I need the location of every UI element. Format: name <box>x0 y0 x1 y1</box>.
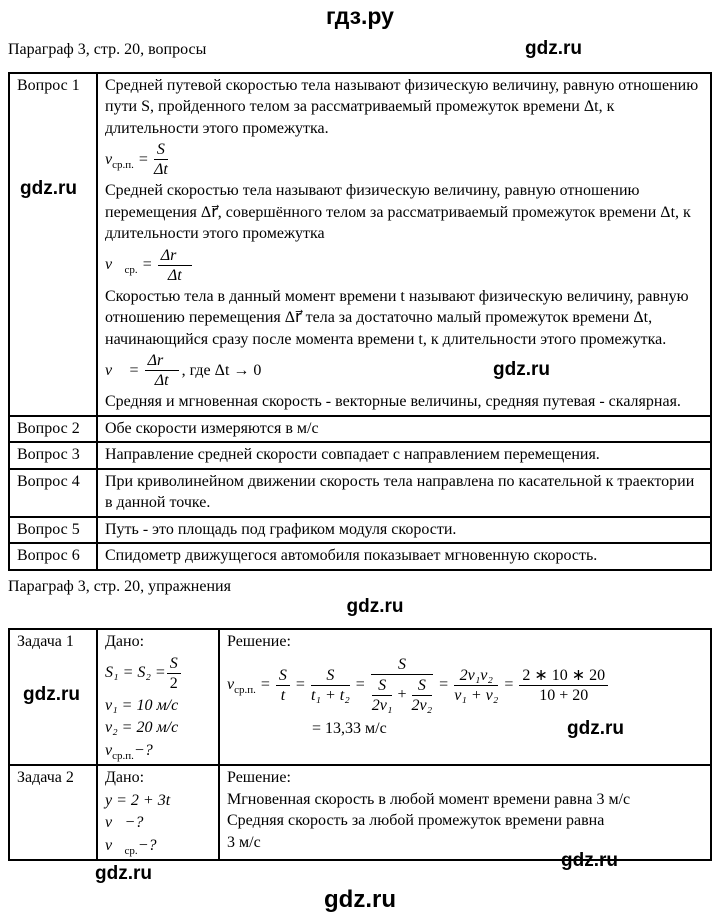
table-row <box>9 765 711 860</box>
given-title: Дано: <box>105 769 145 786</box>
question-answer: При криволинейном движении скорость тела направлена по касательной к траектории в данной точке. <box>97 469 711 517</box>
answer-paragraph: Средняя и мгновенная скорость - векторные величины, средняя путевая - скалярная. <box>105 393 681 410</box>
table-row <box>9 517 711 544</box>
table-row <box>9 469 711 517</box>
watermark-gdz: gdz.ru <box>23 683 80 705</box>
question-answer: Обе скорости измеряются в м/с <box>97 416 711 443</box>
fraction: $\frac{\Delta r⃗}{\Delta t}$ <box>158 247 192 284</box>
solution-line: Средняя скорость за любой промежуток времени равна <box>227 812 605 829</box>
task-label: Задача 2 <box>9 765 97 860</box>
given-line: v₁ = 10 м/с <box>105 696 179 714</box>
question-1-answer-cell <box>97 73 711 416</box>
formula-avg-velocity: $v⃗_{ср.}$ = $\frac{\Delta r⃗}{\Delta t}$ <box>105 246 193 285</box>
given-line: $v_{ср.п.}-$? <box>105 741 153 762</box>
fraction: $\frac{\Delta r⃗}{\Delta t}$ <box>145 352 179 389</box>
answer-paragraph: Средней скоростью тела называют физическую величину, равную отношению перемещения Δr⃗, совершённого телом за рассматриваемый промежуток времени Δt, к длительности этого промежутка <box>105 182 691 242</box>
question-1-label-cell <box>9 73 97 416</box>
answer-paragraph: Скоростью тела в данный момент времени t называют физическую величину, равную отношению перемещения Δr⃗ тела за достаточно малый промежуток времени Δt, начинающийся сразу после момента времени t, к длительности этого промежутка. <box>105 287 689 348</box>
task-1-solution-cell <box>219 629 711 765</box>
watermark-gdz: gdz.ru <box>525 38 582 59</box>
fraction: $\frac{S}{\text{2v₁}}$ <box>371 676 393 714</box>
given-line: v₂ = 20 м/с <box>105 719 179 736</box>
given-line: y = 2 + 3t <box>105 791 171 809</box>
table-row <box>9 73 711 416</box>
watermark-gdz: gdz.ru <box>567 718 624 739</box>
watermark-gdz: gdz.ru <box>346 596 404 617</box>
solution-result: = 13,33 м/с <box>312 719 387 737</box>
question-label: Вопрос 5 <box>9 517 97 544</box>
question-answer: Путь - это площадь под графиком модуля скорости. <box>97 517 711 544</box>
formula-lhs: $v_{ср.п.}$ <box>105 150 134 171</box>
exercises-table <box>8 628 712 871</box>
questions-table <box>8 72 712 571</box>
fraction: $\frac{S}{\text{t₁ + t₂}}$ <box>310 666 350 704</box>
watermark-gdz: gdz.ru <box>95 863 152 884</box>
watermark-gdz: gdz.ru <box>493 359 550 380</box>
solution-line: Мгновенная скорость в любой момент времени равна 3 м/с <box>227 790 631 808</box>
formula-avg-path-speed: $v_{ср.п.}$ = $\frac{S}{\Delta t}$ <box>105 141 168 178</box>
question-label: Вопрос 2 <box>9 416 97 443</box>
table-row <box>9 416 711 443</box>
questions-section-header <box>8 39 712 61</box>
watermark-gdz: gdz.ru <box>561 850 618 871</box>
formula-instant-velocity-row <box>105 350 704 391</box>
given-line: S₁ = S₂ = $\frac{S}{2}$ <box>105 654 182 693</box>
fraction: $\frac{S}{2}$ <box>167 655 181 692</box>
task-2-given-cell <box>97 765 219 860</box>
question-label: Вопрос 6 <box>9 543 97 570</box>
fraction: $\frac{S}{\text{2v₂}}$ <box>411 676 433 714</box>
task-label: Задача 1 <box>17 633 74 650</box>
fraction: $\frac{S}{t}$ <box>276 667 290 704</box>
exercises-heading: Параграф 3, стр. 20, упражнения <box>8 577 231 595</box>
question-label: Вопрос 3 <box>9 442 97 469</box>
question-answer: Направление средней скорости совпадает с направлением перемещения. <box>97 442 711 469</box>
solution-title: Решение: <box>227 633 291 650</box>
fraction: $\frac{S}{\Delta t}$ <box>154 141 168 178</box>
task-2-solution-cell <box>219 765 711 871</box>
answer-paragraph: Средней путевой скоростью тела называют физическую величину, равную отношению пути S, пройденного телом за рассматриваемый промежуток времени Δt, к длительности этого промежутка. <box>105 76 699 137</box>
task-1-label-cell <box>9 629 97 765</box>
question-answer: Спидометр движущегося автомобиля показывает мгновенную скорость. <box>97 543 711 570</box>
formula-instant-velocity: v⃗ = $\frac{\Delta r⃗}{\Delta t}$ , где Δt → 0 <box>105 352 262 389</box>
fraction-nested: S $\frac{S}{\text{2v₁}}$ + $\frac{S}{\text{2v₂}}$ <box>371 655 433 714</box>
fraction: $\frac{2 ∗ 10 ∗ 20}{10 + 20}$ <box>519 667 608 704</box>
given-line: $v⃗_{ср.}-$? <box>105 836 157 857</box>
question-label: Вопрос 1 <box>17 76 80 94</box>
denominator-sum: $\frac{S}{\text{2v₁}}$ + $\frac{S}{\text{2v₂}}$ <box>371 676 433 714</box>
solution-formula-chain: $v_{ср.п.}$ = $\frac{S}{t}$ = $\frac{S}{\text{t₁ + t₂}}$ = S $\frac{S}{\text{2v₁}}$ + $\frac{S}{\text{2v₂}}$ = $\frac{\text{2v₁v₂}}{\text{v₁ + v₂}}$ = $\frac{2 ∗ 10 ∗ 20}{10 + 20}$ <box>227 655 704 716</box>
given-line: v⃗−? <box>105 814 144 831</box>
table-row <box>9 543 711 570</box>
solution-result-row <box>227 718 704 740</box>
solution-title: Решение: <box>227 769 291 786</box>
watermark-gdz: gdz.ru <box>20 178 77 199</box>
formula-lhs: $v⃗_{ср.}$ <box>105 256 138 277</box>
exercises-section-header <box>8 576 712 598</box>
given-title: Дано: <box>105 633 145 650</box>
questions-heading: Параграф 3, стр. 20, вопросы <box>8 41 207 58</box>
site-logo-bottom: gdz.ru <box>324 886 396 913</box>
question-label: Вопрос 4 <box>9 469 97 517</box>
formula-lhs: $v_{ср.п.}$ <box>227 676 256 697</box>
table-row <box>9 442 711 469</box>
solution-line: 3 м/с <box>227 833 261 851</box>
table-row <box>9 629 711 765</box>
task-1-given-cell <box>97 629 219 765</box>
fraction: $\frac{\text{2v₁v₂}}{\text{v₁ + v₂}}$ <box>454 666 499 704</box>
site-logo-top: гдз.ру <box>326 3 394 29</box>
